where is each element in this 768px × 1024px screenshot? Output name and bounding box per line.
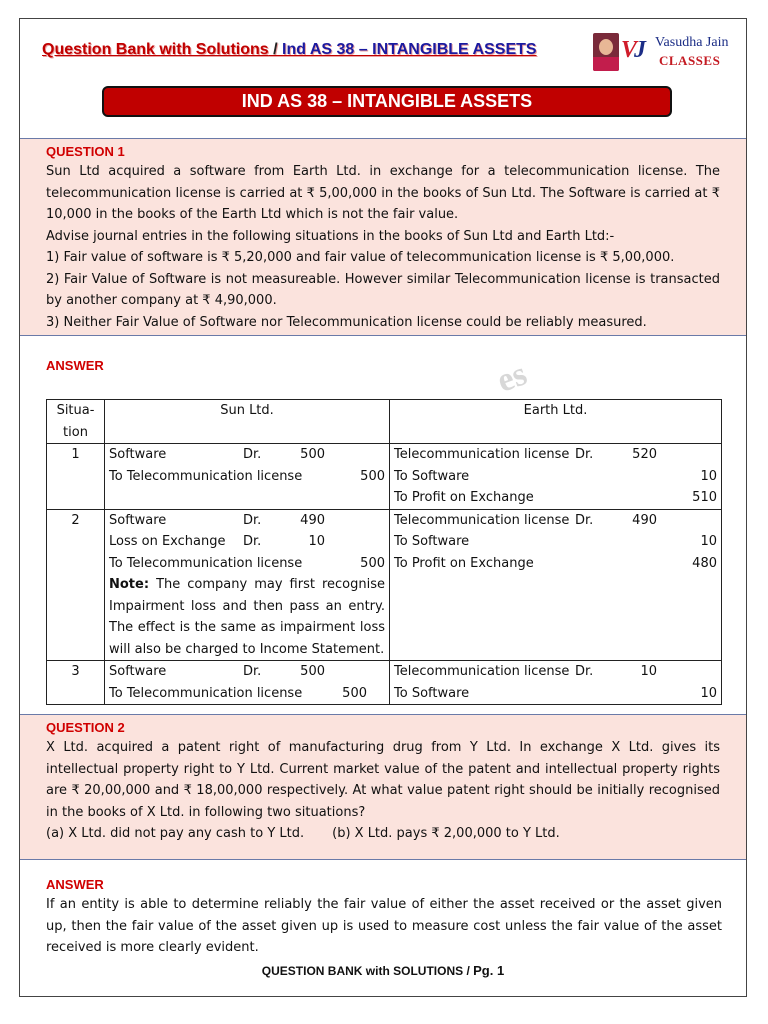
header-title-separator: / <box>268 41 283 58</box>
question-2-text: X Ltd. acquired a patent right of manufacturing drug from Y Ltd. In exchange X Ltd. gives its intellectual property right to Y Ltd. Current market value of the patent and intellectual property rights are ₹ 20,00,000 and ₹ 18,00,000 respectively. At what value patent right should be initially recognised in the books of X Ltd. in following two situations? <box>46 740 720 820</box>
earth-entries <box>390 444 722 510</box>
sun-entries <box>105 661 390 705</box>
question-1-situation-1: 1) Fair value of software is ₹ 5,20,000 and fair value of telecommunication license is ₹ 5,00,000. <box>46 250 675 265</box>
answer-1-label: ANSWER <box>46 358 104 373</box>
table-row <box>47 444 722 510</box>
answer-2-text: If an entity is able to determine reliably the fair value of either the asset received or the asset given up, then the fair value of the asset given up is used to measure cost unless the fair value of the asset received is more clearly evident. <box>46 897 722 955</box>
logo-monogram: VJ <box>621 37 644 63</box>
table-row <box>47 661 722 705</box>
entry-line: Loss on Exchange Dr. 10 <box>109 534 325 549</box>
question-2-option-a: (a) X Ltd. did not pay any cash to Y Ltd. <box>46 826 305 841</box>
header-sun-ltd: Sun Ltd. <box>105 400 390 444</box>
header-situation: Situa- tion <box>47 400 105 444</box>
page-header <box>20 19 746 149</box>
question-1-situation-3: 3) Neither Fair Value of Software nor Telecommunication license could be reliably measured. <box>46 314 647 330</box>
question-2-box <box>20 714 746 860</box>
entry-line: To Software 10 <box>394 468 717 484</box>
entry-line: Telecommunication license Dr. 10 <box>394 664 657 679</box>
question-2-options <box>46 823 720 845</box>
header-title <box>42 41 537 59</box>
impairment-note: Note: The company may first recognise Impairment loss and then pass an entry. The effect is the same as impairment loss will also be charged to Income Statement. <box>109 577 385 657</box>
sun-entries <box>105 509 390 661</box>
vasudha-jain-logo <box>593 33 739 73</box>
page-frame <box>19 18 747 997</box>
entry-line: To Telecommunication license 500 <box>109 685 367 701</box>
logo-name: Vasudha Jain <box>655 35 729 50</box>
question-1-text: Sun Ltd acquired a software from Earth Ltd. in exchange for a telecommunication license. The telecommunication license is carried at ₹ 5,00,000 in the books of Sun Ltd. The Software is carried at ₹ 10,000 in the books of the Earth Ltd which is not the fair value. <box>46 164 720 222</box>
entry-line: To Profit on Exchange 510 <box>394 490 717 505</box>
question-2-label: QUESTION 2 <box>46 720 125 735</box>
question-1-situation-2: 2) Fair Value of Software is not measureable. However similar Telecommunication license is transacted by another company at ₹ 4,90,000. <box>46 271 720 308</box>
entry-line: To Telecommunication license 500 <box>109 555 385 571</box>
question-1-box <box>20 138 746 336</box>
page-number: Pg. 1 <box>473 963 505 978</box>
situation-number: 1 <box>47 444 105 510</box>
entry-line: To Telecommunication license 500 <box>109 468 385 484</box>
question-1-label: QUESTION 1 <box>46 144 125 159</box>
question-1-advise: Advise journal entries in the following situations in the books of Sun Ltd and Earth Ltd:- <box>46 228 615 244</box>
situation-number: 3 <box>47 661 105 705</box>
earth-entries <box>390 509 722 661</box>
chapter-banner: IND AS 38 – INTANGIBLE ASSETS <box>102 86 672 117</box>
sun-entries <box>105 444 390 510</box>
entry-line: To Software 10 <box>394 534 717 549</box>
entry-line: Telecommunication license Dr. 520 <box>394 447 657 462</box>
header-title-sub: Ind AS 38 – INTANGIBLE ASSETS <box>282 41 537 58</box>
entry-line: Software Dr. 490 <box>109 512 325 528</box>
logo-classes: CLASSES <box>659 53 721 68</box>
earth-entries <box>390 661 722 705</box>
answer-2-label: ANSWER <box>46 877 104 892</box>
entry-line: To Profit on Exchange 480 <box>394 555 717 571</box>
watermark: es <box>492 355 532 400</box>
entry-line: Software Dr. 500 <box>109 447 325 462</box>
table-row <box>47 509 722 661</box>
journal-entries-table <box>46 399 722 705</box>
header-title-main: Question Bank with Solutions <box>42 41 269 58</box>
table-header-row <box>47 400 722 444</box>
question-2-option-b: (b) X Ltd. pays ₹ 2,00,000 to Y Ltd. <box>332 826 560 841</box>
page-footer <box>20 963 746 978</box>
entry-line: Telecommunication license Dr. 490 <box>394 512 657 528</box>
situation-number: 2 <box>47 509 105 661</box>
header-earth-ltd: Earth Ltd. <box>390 400 722 444</box>
footer-text: QUESTION BANK with SOLUTIONS / <box>261 964 474 978</box>
entry-line: Software Dr. 500 <box>109 664 325 679</box>
teacher-photo <box>593 33 619 71</box>
entry-line: To Software 10 <box>394 685 717 701</box>
